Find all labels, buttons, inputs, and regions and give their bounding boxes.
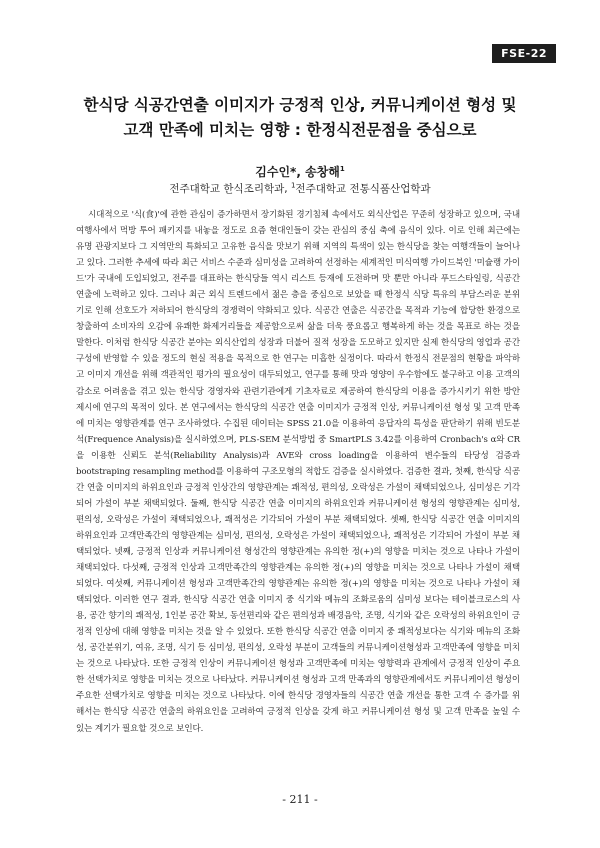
affiliation-text: 전주대학교 전통식품산업학과 bbox=[295, 183, 431, 195]
author-list bbox=[40, 164, 560, 180]
author-name: 송창해 bbox=[305, 165, 340, 179]
affiliation-mark: 1 bbox=[290, 181, 296, 190]
author-name: 김수인* bbox=[255, 165, 297, 179]
page-number: - 211 - bbox=[282, 793, 318, 806]
affiliation-line bbox=[40, 181, 560, 197]
title-line-1: 한식당 식공간연출 이미지가 긍정적 인상, 커뮤니케이션 형성 및 bbox=[83, 96, 517, 114]
paper-title bbox=[40, 93, 560, 143]
title-line-2: 고객 만족에 미치는 영향 : 한정식전문점을 중심으로 bbox=[123, 121, 477, 139]
affiliation-text: 전주대학교 한식조리학과, bbox=[169, 183, 291, 195]
session-code-badge: FSE-22 bbox=[492, 44, 556, 63]
abstract-body: 시대적으로 '식(食)'에 관한 관심이 증가하면서 장기화된 경기침체 속에서도 외식산업은 꾸준히 성장하고 있으며, 국내여행사에서 먹방 투어 패키지를 내놓을 정도로 요즘 현대인들이 갖는 관심의 중심 축에 음식이 있다. 이로 인해 최근에는 유명 관광지보다 그 지역만의 특화되고 고유한 음식을 맛보기 위해 지역의 특색이 있는 한식당을 찾는 여행객들이 늘어나고 있다. 그러한 추세에 따라 최근 서비스 수준과 심미성을 고려하여 선정하는 세계적인 미식여행 가이드북인 '미슐랭 가이드'가 국내에 도입되었고, 전주를 대표하는 한식당들 역시 리스트 등재에 도전하며 맛 뿐만 아니라 푸드스타일링, 식공간 연출에 노력하고 있다. 그러나 최근 외식 트렌드에서 젊은 층을 중심으로 보았을 때 한정식 식당 특유의 부담스러운 분위기로 인해 선호도가 저하되어 한식당의 경쟁력이 약화되고 있다. 식공간 연출은 식공간을 목적과 기능에 합당한 환경으로 창출하여 소비자의 오감에 유쾌한 화제거리들을 제공함으로써 삶을 더욱 풍요롭고 행복하게 하는 것을 목표로 하는 것을 말한다. 이처럼 한식당 식공간 분야는 외식산업의 성장과 더불어 질적 성장을 도모하고 있지만 실제 한식당의 영업과 공간 구성에 반영할 수 있을 정도의 현실 적용을 목적으로 한 연구는 미흡한 실정이다. 따라서 한정식 전문점의 현황을 파악하고 이미지 개선을 위해 객관적인 평가의 필요성이 대두되었고, 연구를 통해 맛과 영양이 우수함에도 불구하고 이용 고객의 감소로 어려움을 겪고 있는 한식당 경영자와 관련기관에게 기초자료로 제공하여 한식당의 이용을 증가시키기 위한 방안 제시에 연구의 목적이 있다. 본 연구에서는 한식당의 식공간 연출 이미지가 긍정적 인상, 커뮤니케이션 형성 및 고객 만족에 미치는 영향관계를 연구 조사하였다. 수집된 데이터는 SPSS 21.0을 이용하여 응답자의 특성을 판단하기 위해 빈도분석(Frequence Analysis)을 실시하였으며, PLS-SEM 분석방법 중 SmartPLS 3.42를 이용하여 Cronbach's α와 CR을 이용한 신뢰도 분석(Reliability Analysis)과 AVE와 cross loading을 이용하여 변수들의 타당성 검증과 bootstraping resampling method를 이용하여 구조모형의 적합도 검증을 실시하였다. 검증한 결과, 첫째, 한식당 식공간 연출 이미지의 하위요인과 긍정적 인상간의 영향관계는 쾌적성, 편의성, 오락성은 가설이 채택되었으나, 심미성은 기각되어 가설이 부분 채택되었다. 둘째, 한식당 식공간 연출 이미지의 하위요인과 커뮤니케이션 형성의 영향관계는 심미성, 편의성, 오락성은 가설이 채택되었으나, 쾌적성은 기각되어 가설이 부분 채택되었다. 셋째, 한식당 식공간 연출 이미지의 하위요인과 고객만족간의 영향관계는 심미성, 편의성, 오락성은 가설이 채택되었으나, 쾌적성은 기각되어 가설이 부분 채택되었다. 넷째, 긍정적 인상과 커뮤니케이션 형성간의 영향관계는 유의한 정(+)의 영향을 미치는 것으로 나타나 가설이 채택되었다. 다섯째, 긍정적 인상과 고객만족간의 영향관계는 유의한 정(+)의 영향을 미치는 것으로 나타나 가설이 채택되었다. 여섯째, 커뮤니케이션 형성과 고객만족간의 영향관계는 유의한 정(+)의 영향을 미치는 것으로 나타나 가설이 채택되었다. 이러한 연구 결과, 한식당 식공간 연출 이미지 중 식기와 메뉴의 조화로움의 심미성 보다는 테이블크로스의 사용, 공간 향기의 쾌적성, 1인분 공간 확보, 동선편리와 같은 편의성과 배경음악, 조명, 식기와 같은 오락성의 하위요인이 긍정적 인상에 대해 영향을 미치는 것을 알 수 있었다. 또한 한식당 식공간 연출 이미지 중 쾌적성보다는 식기와 메뉴의 조화성, 공간분위기, 여유, 조명, 식기 등 심미성, 편의성, 오락성 부분이 고객들의 커뮤니케이션형성과 고객만족에 영향을 미치는 것으로 나타났다. 또한 긍정적 인상이 커뮤니케이션 형성과 고객만족에 미치는 영향력과 관계에서 긍정적 인상이 주요한 선택가치로 영향을 미치는 것으로 나타났다. 커뮤니케이션 형성과 고객 만족과의 영향관계에서도 커뮤니케이션 형성이 주요한 선택가치로 영향을 미치는 것으로 나타났다. 이에 한식당 경영자들의 식공간 연출 개선을 통한 고객 수 증가를 위해서는 한식당 식공간 연출의 하위요인을 고려하여 긍정적 인상을 갖게 하고 커뮤니케이션 형성 및 고객 만족을 높일 수 있는 계기가 필요할 것으로 보인다. bbox=[76, 210, 520, 734]
author-separator: , bbox=[296, 165, 306, 179]
affiliation-mark: 1 bbox=[339, 165, 345, 173]
